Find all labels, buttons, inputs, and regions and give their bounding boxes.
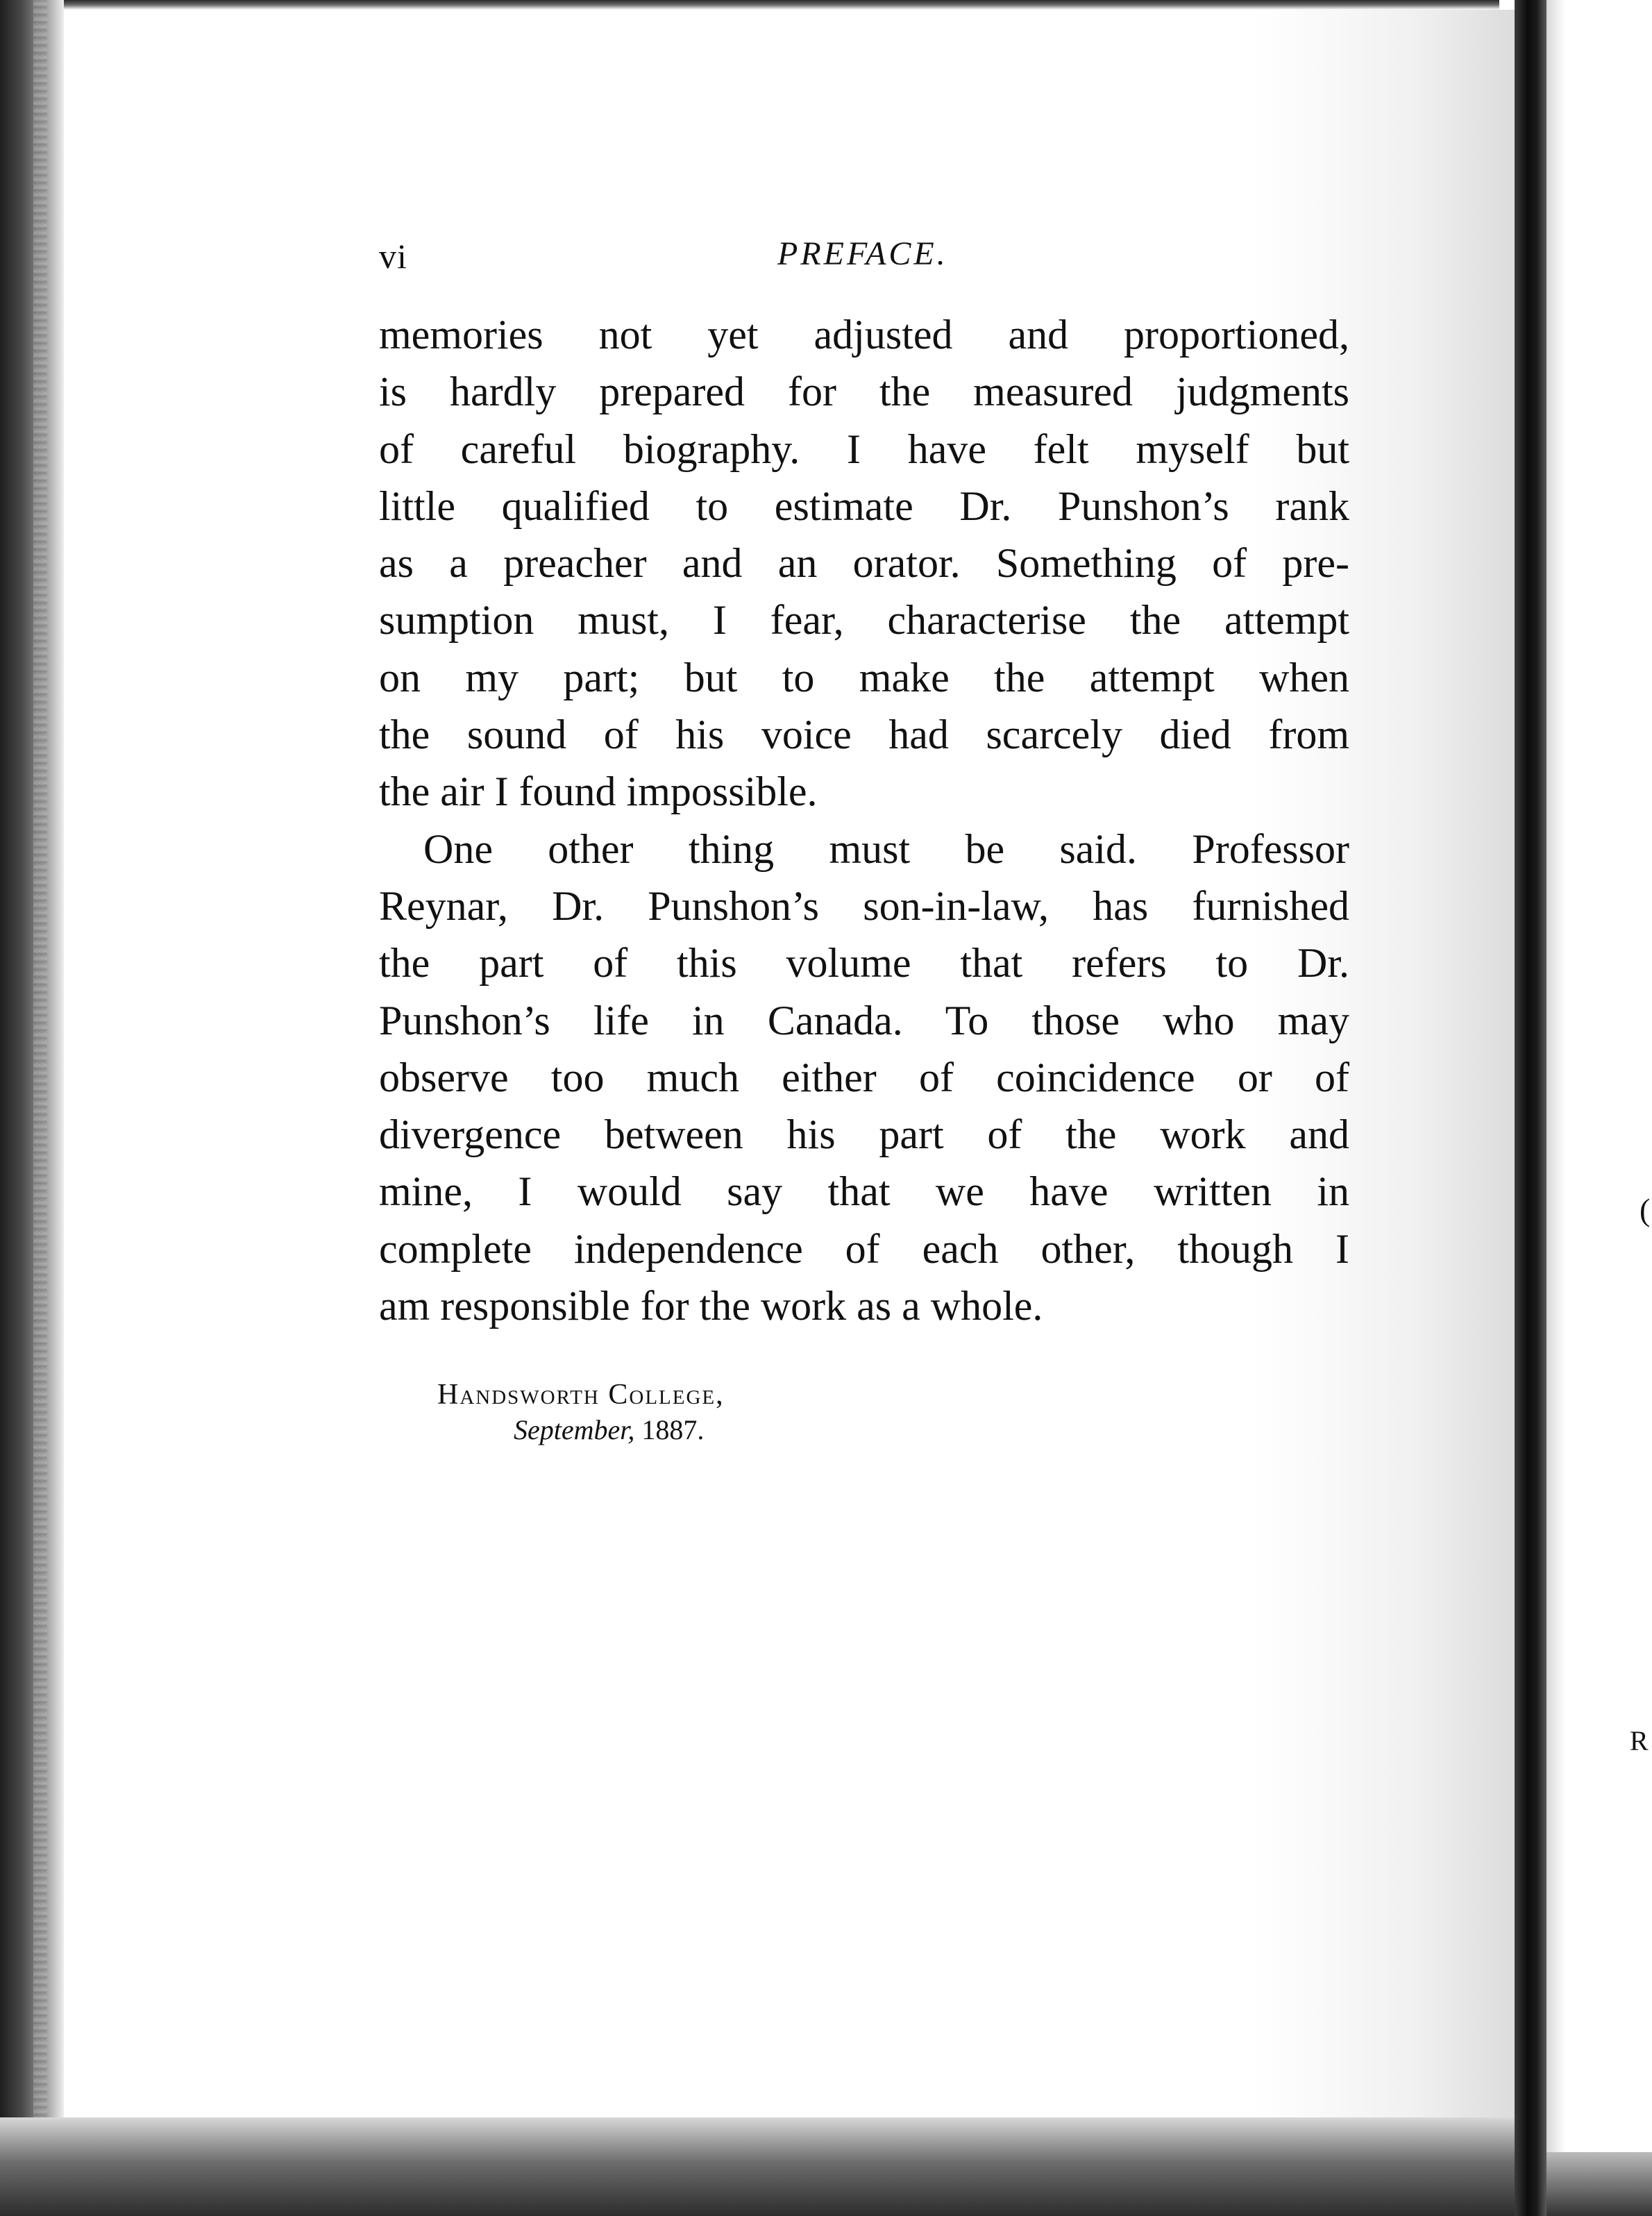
signature-college: Handsworth College, [437, 1379, 725, 1411]
text-line: Punshon’s life in Canada. To those who may [379, 997, 1349, 1043]
text-line: sumption must, I fear, characterise the attempt [379, 597, 1349, 644]
body-text [379, 306, 1349, 1334]
text-line: little qualified to estimate Dr. Punshon’s rank [379, 482, 1349, 529]
page-number: vi [379, 237, 407, 276]
signature-date [514, 1413, 704, 1446]
text-line: is hardly prepared for the measured judgments [379, 369, 1349, 415]
text-line: the sound of his voice had scarcely died from [379, 712, 1349, 758]
text-line: divergence between his part of the work and [379, 1111, 1349, 1158]
text-line: as a preacher and an orator. Something of pre- [379, 540, 1349, 587]
scan-top-edge [0, 0, 1499, 10]
signature-month: September, [514, 1414, 635, 1445]
book-gutter [1515, 0, 1546, 2216]
text-line: on my part; but to make the attempt when [379, 654, 1349, 700]
facing-page-glyph: ( [1640, 1192, 1651, 1227]
text-line: complete independence of each other, though I [379, 1225, 1349, 1272]
scan-left-edge [0, 0, 64, 2216]
text-line: am responsible for the work as a whole. [379, 1283, 1043, 1329]
text-line: observe too much either of coincidence or of [379, 1054, 1349, 1100]
text-line: of careful biography. I have felt myself but [379, 426, 1349, 472]
text-line: One other thing must be said. Professor [423, 825, 1349, 872]
text-line: memories not yet adjusted and proportioned, [379, 312, 1349, 358]
running-head-title: PREFACE. [777, 235, 948, 272]
text-line: the part of this volume that refers to Dr. [379, 940, 1349, 987]
text-line: the air I found impossible. [379, 769, 818, 815]
facing-page-glyph: R [1630, 1725, 1649, 1756]
facing-page-bottom-shadow [1546, 2152, 1652, 2216]
facing-page-edge [1546, 0, 1652, 2216]
text-line: Reynar, Dr. Punshon’s son-in-law, has furnished [379, 882, 1349, 929]
signature-year: 1887. [641, 1414, 705, 1445]
text-line: mine, I would say that we have written in [379, 1168, 1349, 1215]
page-bottom-shadow [0, 2117, 1527, 2216]
